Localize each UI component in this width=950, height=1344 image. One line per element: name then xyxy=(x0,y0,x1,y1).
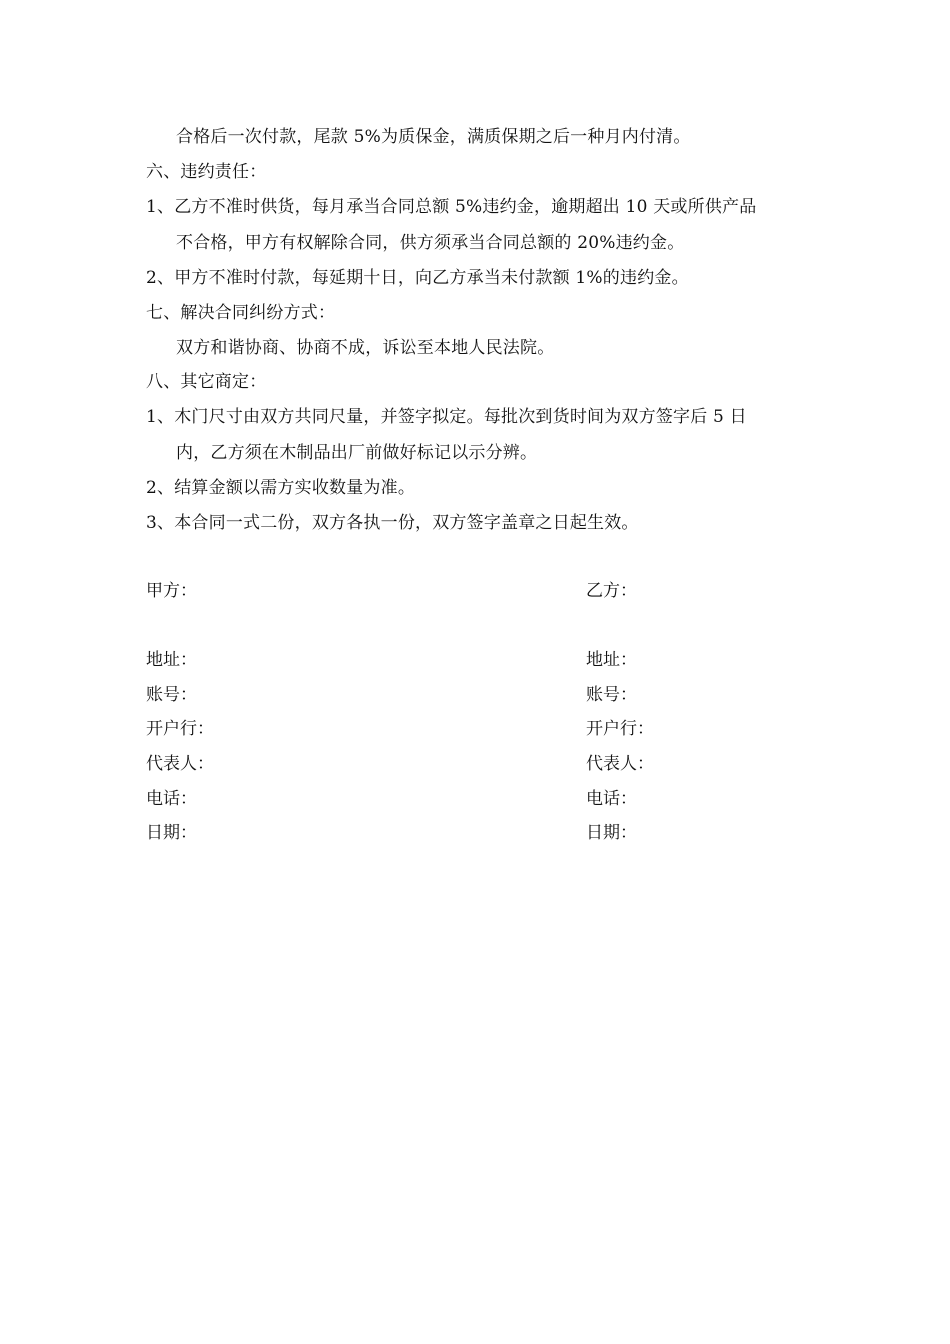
breach-clause-1: 1、乙方不准时供货，每月承当合同总额 5%违约金，逾期超出 10 天或所供产品 xyxy=(146,197,757,217)
party-b-representative-label: 代表人： xyxy=(586,754,654,774)
party-a-address-label: 地址： xyxy=(146,650,197,670)
section-heading-breach: 六、违约责任： xyxy=(146,162,267,182)
party-b-address-label: 地址： xyxy=(586,650,637,670)
other-clause-1-continued: 内，乙方须在木制品出厂前做好标记以示分辨。 xyxy=(176,443,538,463)
section-heading-dispute: 七、解决合同纠纷方式： xyxy=(146,303,336,323)
party-b-account-label: 账号： xyxy=(586,685,637,705)
party-a-account-label: 账号： xyxy=(146,685,197,705)
party-b-date-label: 日期： xyxy=(586,823,637,843)
breach-clause-1-continued: 不合格，甲方有权解除合同，供方须承当合同总额的 20%违约金。 xyxy=(176,233,685,253)
party-a-title: 甲方： xyxy=(146,581,197,601)
other-clause-2: 2、结算金额以需方实收数量为准。 xyxy=(146,478,416,498)
party-a-date-label: 日期： xyxy=(146,823,197,843)
party-a-phone-label: 电话： xyxy=(146,789,197,809)
dispute-clause: 双方和谐协商、协商不成，诉讼至本地人民法院。 xyxy=(176,338,555,358)
other-clause-3: 3、本合同一式二份，双方各执一份，双方签字盖章之日起生效。 xyxy=(146,513,639,533)
breach-clause-2: 2、甲方不准时付款，每延期十日，向乙方承当未付款额 1%的违约金。 xyxy=(146,268,689,288)
party-b-phone-label: 电话： xyxy=(586,789,637,809)
section-heading-other: 八、其它商定： xyxy=(146,372,267,392)
party-a-bank-label: 开户行： xyxy=(146,719,214,739)
party-b-bank-label: 开户行： xyxy=(586,719,654,739)
party-b-title: 乙方： xyxy=(586,581,637,601)
party-a-representative-label: 代表人： xyxy=(146,754,214,774)
other-clause-1: 1、木门尺寸由双方共同尺量，并签字拟定。每批次到货时间为双方签字后 5 日 xyxy=(146,407,747,427)
payment-clause-continued: 合格后一次付款，尾款 5%为质保金，满质保期之后一种月内付清。 xyxy=(176,127,691,147)
